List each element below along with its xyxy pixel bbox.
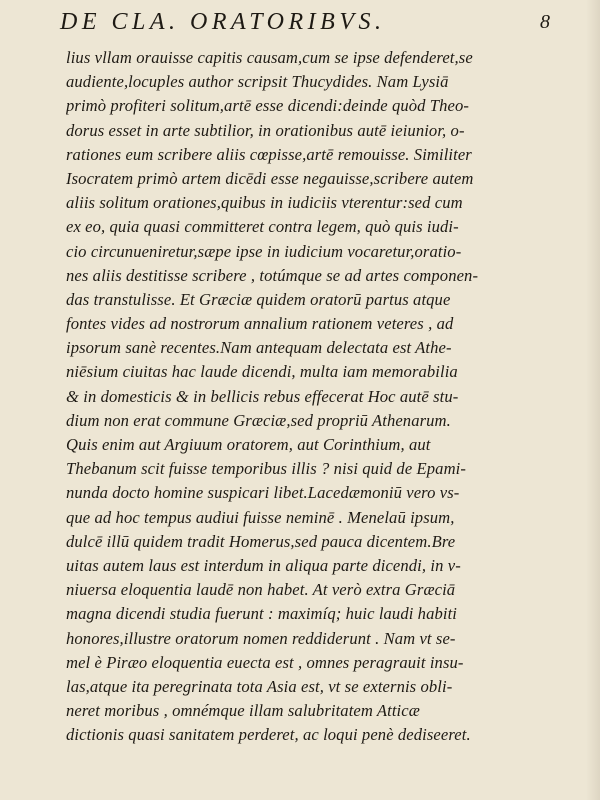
- text-line: niuersa eloquentia laudē non habet. At verò extra Græciā: [66, 580, 456, 600]
- text-line: dium non erat commune Græciæ,sed propriū Athenarum.: [66, 410, 451, 430]
- text-line: Isocratem primò artem dicēdi esse negauisse,scribere autem: [66, 168, 474, 188]
- text-line: das transtulisse. Et Græciæ quidem oratorū partus atque: [66, 289, 451, 309]
- text-line: cio circunueniretur,sæpe ipse in iudicium vocaretur,oratio-: [66, 241, 462, 261]
- text-line: ex eo, quia quasi committeret contra legem, quò quis iudi-: [66, 217, 459, 237]
- text-line: & in domesticis & in bellicis rebus effecerat Hoc autē stu-: [66, 386, 459, 406]
- text-line: primò profiteri solitum,artē esse dicendi:deinde quòd Theo-: [66, 96, 470, 116]
- text-line: Thebanum scit fuisse temporibus illis ? nisi quid de Epami-: [66, 459, 466, 479]
- text-line: niēsium ciuitas hac laude dicendi, multa iam memorabilia: [66, 362, 458, 382]
- text-line: neret moribus , omnémque illam salubritatem Atticæ: [66, 701, 420, 721]
- text-line: ipsorum sanè recentes.Nam antequam delectata est Athe-: [66, 338, 452, 358]
- text-line: dulcē illū quidem tradit Homerus,sed pauca dicentem.Bre: [66, 531, 456, 551]
- text-line: uitas autem laus est interdum in aliqua parte dicendi, in v-: [66, 555, 461, 575]
- text-line: nes aliis destitisse scribere , totúmque se ad artes componen-: [66, 265, 479, 285]
- text-line: aliis solitum orationes,quibus in iudiciis vterentur:sed cum: [66, 193, 463, 213]
- text-line: audiente,locuples author scripsit Thucydides. Nam Lysiā: [66, 72, 449, 92]
- text-line: lius vllam orauisse capitis causam,cum se ipse defenderet,se: [66, 48, 473, 67]
- text-line: nunda docto homine suspicari libet.Lacedæmoniū vero vs-: [66, 483, 460, 503]
- text-line: rationes eum scribere aliis cœpisse,artē remouisse. Similiter: [66, 144, 472, 164]
- text-line: mel è Piræo eloquentia euecta est , omnes peragrauit insu-: [66, 652, 464, 672]
- text-body: [66, 46, 558, 747]
- text-line: Quis enim aut Argiuum oratorem, aut Corinthium, aut: [66, 435, 431, 454]
- text-line: dictionis quasi sanitatem perderet, ac loqui penè dediseeret.: [66, 725, 471, 745]
- text-line: las,atque ita peregrinata tota Asia est, vt se externis obli-: [66, 676, 453, 696]
- text-line: honores,illustre oratorum nomen reddiderunt . Nam vt se-: [66, 628, 456, 648]
- text-line: fontes vides ad nostrorum annalium rationem veteres , ad: [66, 314, 454, 334]
- text-line: que ad hoc tempus audiui fuisse neminē . Menelaū ipsum,: [66, 507, 455, 527]
- page-number: 8: [540, 11, 550, 33]
- text-line: dorus esset in arte subtilior, in orationibus autē ieiunior, o-: [66, 120, 465, 140]
- running-title: DE CLA. ORATORIBVS.: [60, 9, 386, 35]
- page-header: [60, 8, 550, 36]
- text-line: magna dicendi studia fuerunt : maximíq; huic laudi habiti: [66, 604, 458, 624]
